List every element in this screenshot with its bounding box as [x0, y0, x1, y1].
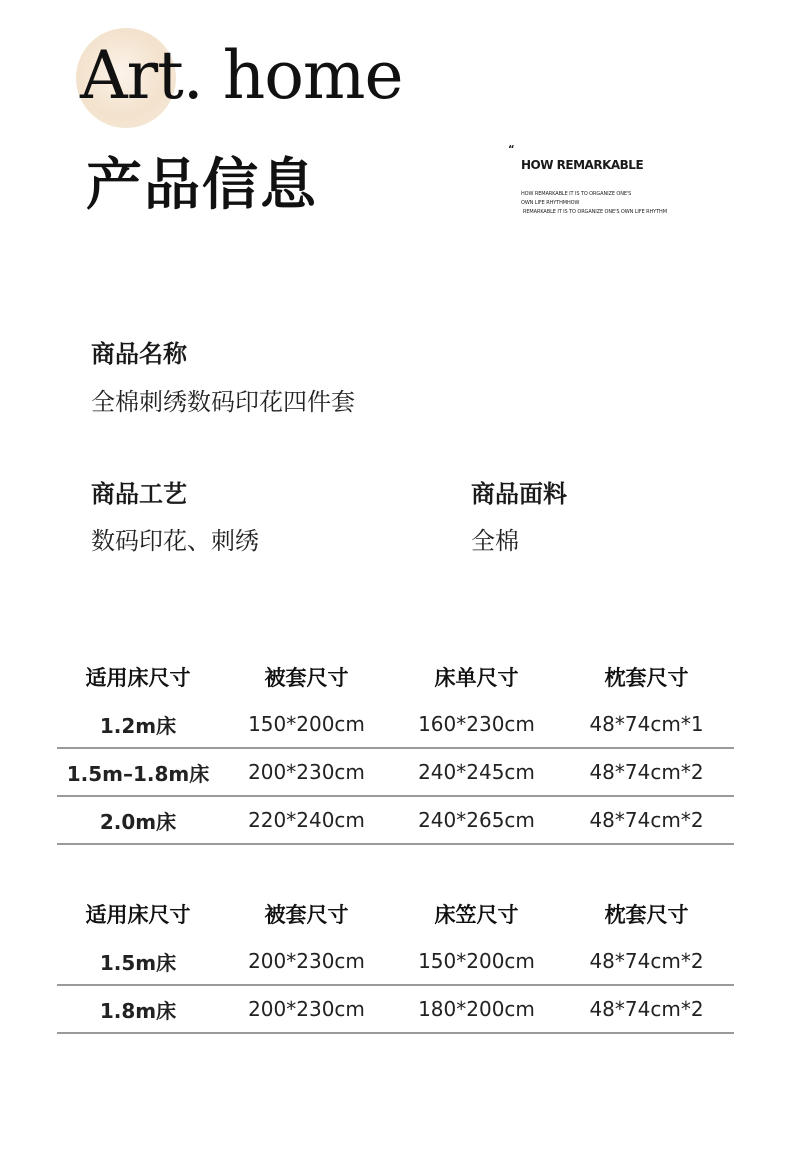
- table-row: [57, 986, 734, 1034]
- table-cell: 48*74cm*2: [589, 808, 704, 832]
- table-cell: 220*240cm: [248, 808, 365, 832]
- table-cell: 48*74cm*2: [589, 997, 704, 1021]
- quote-body: [521, 190, 667, 217]
- table-cell: 1.5m–1.8m床: [66, 761, 210, 786]
- table-row: [57, 938, 734, 986]
- product-name-label: 商品名称: [91, 340, 187, 368]
- table-cell: 160*230cm: [418, 712, 535, 736]
- table-cell: 150*200cm: [248, 712, 365, 736]
- table-cell: 200*230cm: [248, 997, 365, 1021]
- table-header-cell: 被套尺寸: [264, 666, 349, 690]
- table-header-cell: 枕套尺寸: [604, 666, 689, 690]
- table-header-cell: 床笠尺寸: [434, 903, 519, 927]
- product-craft-value: 数码印花、刺绣: [91, 527, 259, 555]
- quote-line: REMARKABLE IT IS TO ORGANIZE ONE'S OWN LIFE RHYTHM: [523, 209, 667, 215]
- quote-line: OWN LIFE RHYTHMHOW: [521, 200, 580, 206]
- table-cell: 1.8m床: [99, 998, 177, 1023]
- table-row: [57, 797, 734, 845]
- quote-line: HOW REMARKABLE IT IS TO ORGANIZE ONE'S: [521, 191, 632, 197]
- table-cell: 180*200cm: [418, 997, 535, 1021]
- product-craft-label: 商品工艺: [91, 480, 187, 508]
- size-table-bedsheet: [57, 653, 734, 845]
- table-cell: 150*200cm: [418, 949, 535, 973]
- table-cell: 48*74cm*1: [589, 712, 704, 736]
- table-cell: 200*230cm: [248, 760, 365, 784]
- table-row: [57, 701, 734, 749]
- table-cell: 48*74cm*2: [589, 949, 704, 973]
- table-header-cell: 被套尺寸: [264, 903, 349, 927]
- table-header-row: [57, 653, 734, 701]
- table-header-cell: 适用床尺寸: [85, 666, 191, 690]
- table-cell: 200*230cm: [248, 949, 365, 973]
- table-cell: 1.2m床: [99, 713, 177, 738]
- table-row: [57, 749, 734, 797]
- table-cell: 240*265cm: [418, 808, 535, 832]
- table-header-cell: 适用床尺寸: [85, 903, 191, 927]
- table-cell: 48*74cm*2: [589, 760, 704, 784]
- product-fabric-label: 商品面料: [471, 480, 567, 508]
- quote-mark-icon: “: [508, 144, 515, 155]
- size-table-fitted-sheet: [57, 890, 734, 1034]
- table-cell: 1.5m床: [99, 950, 177, 975]
- table-cell: 2.0m床: [99, 809, 177, 834]
- product-name-value: 全棉刺绣数码印花四件套: [91, 388, 355, 416]
- table-header-cell: 枕套尺寸: [604, 903, 689, 927]
- brand-logo: Art. home: [80, 37, 403, 114]
- product-fabric-value: 全棉: [471, 527, 519, 555]
- table-cell: 240*245cm: [418, 760, 535, 784]
- table-header-cell: 床单尺寸: [434, 666, 519, 690]
- table-header-row: [57, 890, 734, 938]
- page-title: 产品信息: [86, 153, 318, 218]
- quote-headline: HOW REMARKABLE: [521, 158, 644, 172]
